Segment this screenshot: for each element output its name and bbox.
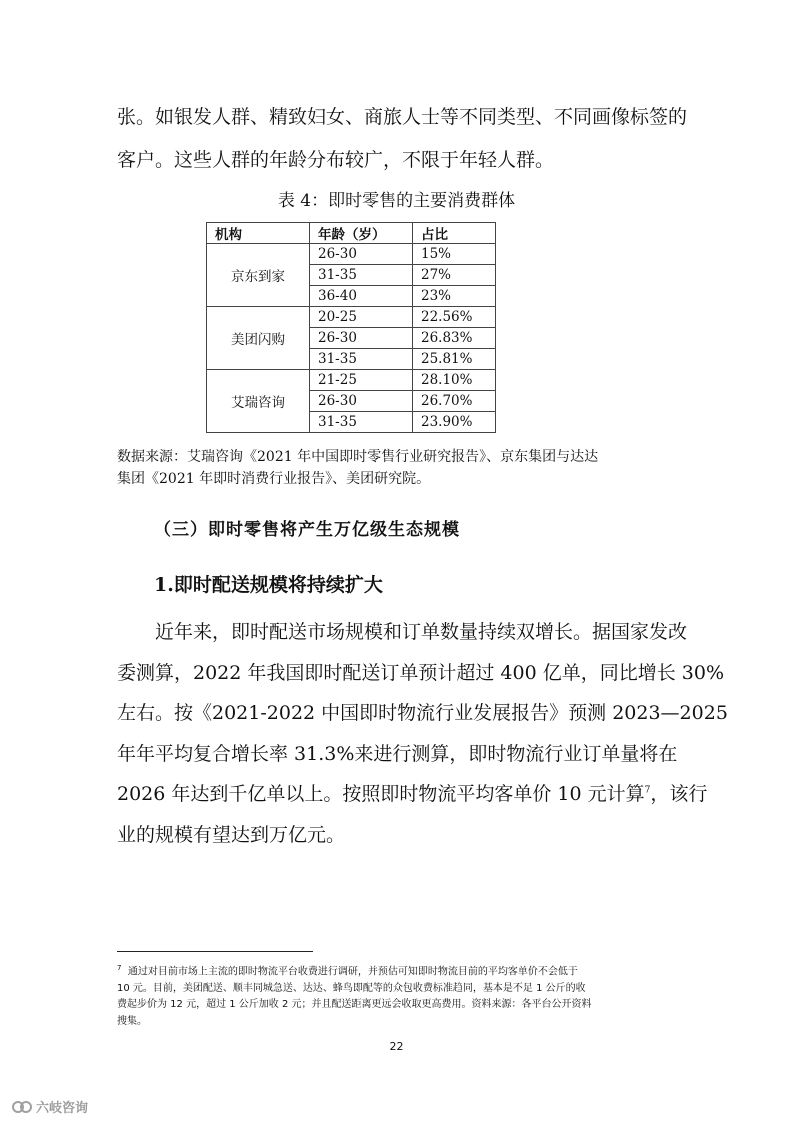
share-cell: 25.81% bbox=[413, 349, 496, 370]
intro-paragraph bbox=[117, 96, 688, 182]
body-line: 年年平均复合增长率 31.3%来进行测算，即时物流行业订单量将在 bbox=[117, 742, 678, 765]
age-cell: 26-30 bbox=[310, 328, 413, 349]
intro-line: 张。如银发人群、精致妇女、商旅人士等不同类型、不同画像标签的 bbox=[117, 106, 688, 128]
age-cell: 20-25 bbox=[310, 307, 413, 328]
subsection-heading: 1.即时配送规模将持续扩大 bbox=[154, 574, 383, 596]
org-cell: 美团闪购 bbox=[207, 307, 310, 370]
footnote-marker: 7 bbox=[117, 964, 122, 972]
source-line: 集团《2021 年即时消费行业报告》、美团研究院。 bbox=[117, 471, 431, 487]
share-cell: 26.83% bbox=[413, 328, 496, 349]
footnote-line: 搜集。 bbox=[117, 1015, 147, 1027]
age-cell: 36-40 bbox=[310, 286, 413, 307]
table-source-note bbox=[117, 446, 677, 490]
footnote-line bbox=[117, 960, 677, 981]
table-row bbox=[207, 370, 496, 391]
body-line-tail: ，该行 bbox=[650, 783, 708, 805]
body-line-with-footnote bbox=[117, 774, 708, 815]
watermark bbox=[12, 1097, 88, 1116]
consumer-group-table bbox=[206, 222, 496, 433]
age-cell: 31-35 bbox=[310, 265, 413, 286]
age-cell: 31-35 bbox=[310, 349, 413, 370]
header-age: 年龄（岁） bbox=[310, 223, 413, 244]
page-number: 22 bbox=[389, 1040, 404, 1053]
footnote-line: 费起步价为 12 元，超过 1 公斤加收 2 元；并且配送距离更远会收取更高费用。资料来源：各平台公开资料 bbox=[117, 999, 592, 1011]
share-cell: 28.10% bbox=[413, 370, 496, 391]
footnote-reference[interactable]: 7 bbox=[644, 785, 651, 796]
org-cell: 艾瑞咨询 bbox=[207, 370, 310, 433]
share-cell: 23% bbox=[413, 286, 496, 307]
table-header-row bbox=[207, 223, 496, 244]
body-paragraph bbox=[117, 612, 728, 855]
age-cell: 31-35 bbox=[310, 412, 413, 433]
table-title: 表 4：即时零售的主要消费群体 bbox=[277, 191, 516, 211]
share-cell: 22.56% bbox=[413, 307, 496, 328]
age-cell: 26-30 bbox=[310, 391, 413, 412]
body-line: 业的规模有望达到万亿元。 bbox=[117, 823, 346, 846]
age-cell: 21-25 bbox=[310, 370, 413, 391]
share-cell: 15% bbox=[413, 244, 496, 265]
table-row bbox=[207, 244, 496, 265]
footnote-line: 10 元。目前，美团配送、顺丰同城急送、达达、蜂鸟即配等的众包收费标准趋同，基本是不足 1 公斤的收 bbox=[117, 982, 586, 994]
footnote bbox=[117, 960, 677, 1030]
share-cell: 26.70% bbox=[413, 391, 496, 412]
age-cell: 26-30 bbox=[310, 244, 413, 265]
body-line: 左右。按《2021-2022 中国即时物流行业发展报告》预测 2023—2025 bbox=[117, 702, 728, 724]
body-line: 近年来，即时配送市场规模和订单数量持续双增长。据国家发改 bbox=[155, 621, 688, 643]
intro-line: 客户。这些人群的年龄分布较广，不限于年轻人群。 bbox=[117, 149, 555, 171]
body-line: 委测算，2022 年我国即时配送订单预计超过 400 亿单，同比增长 30% bbox=[117, 661, 725, 684]
body-line-text: 2026 年达到千亿单以上。按照即时物流平均客单价 10 元计算 bbox=[117, 783, 645, 805]
watermark-text: 六岐咨询 bbox=[36, 1101, 89, 1116]
footnote-text: 通过对目前市场上主流的即时物流平台收费进行调研，并预估可知即时物流目前的平均客单价不会低于 bbox=[127, 966, 578, 978]
header-org: 机构 bbox=[207, 223, 310, 244]
footnote-divider bbox=[117, 951, 313, 952]
source-line: 数据来源：艾瑞咨询《2021 年中国即时零售行业研究报告》、京东集团与达达 bbox=[117, 449, 599, 465]
share-cell: 27% bbox=[413, 265, 496, 286]
org-cell: 京东到家 bbox=[207, 244, 310, 307]
section-heading: （三）即时零售将产生万亿级生态规模 bbox=[154, 520, 460, 540]
share-cell: 23.90% bbox=[413, 412, 496, 433]
header-share: 占比 bbox=[413, 223, 496, 244]
watermark-logo-icon bbox=[12, 1099, 32, 1115]
table-row bbox=[207, 307, 496, 328]
